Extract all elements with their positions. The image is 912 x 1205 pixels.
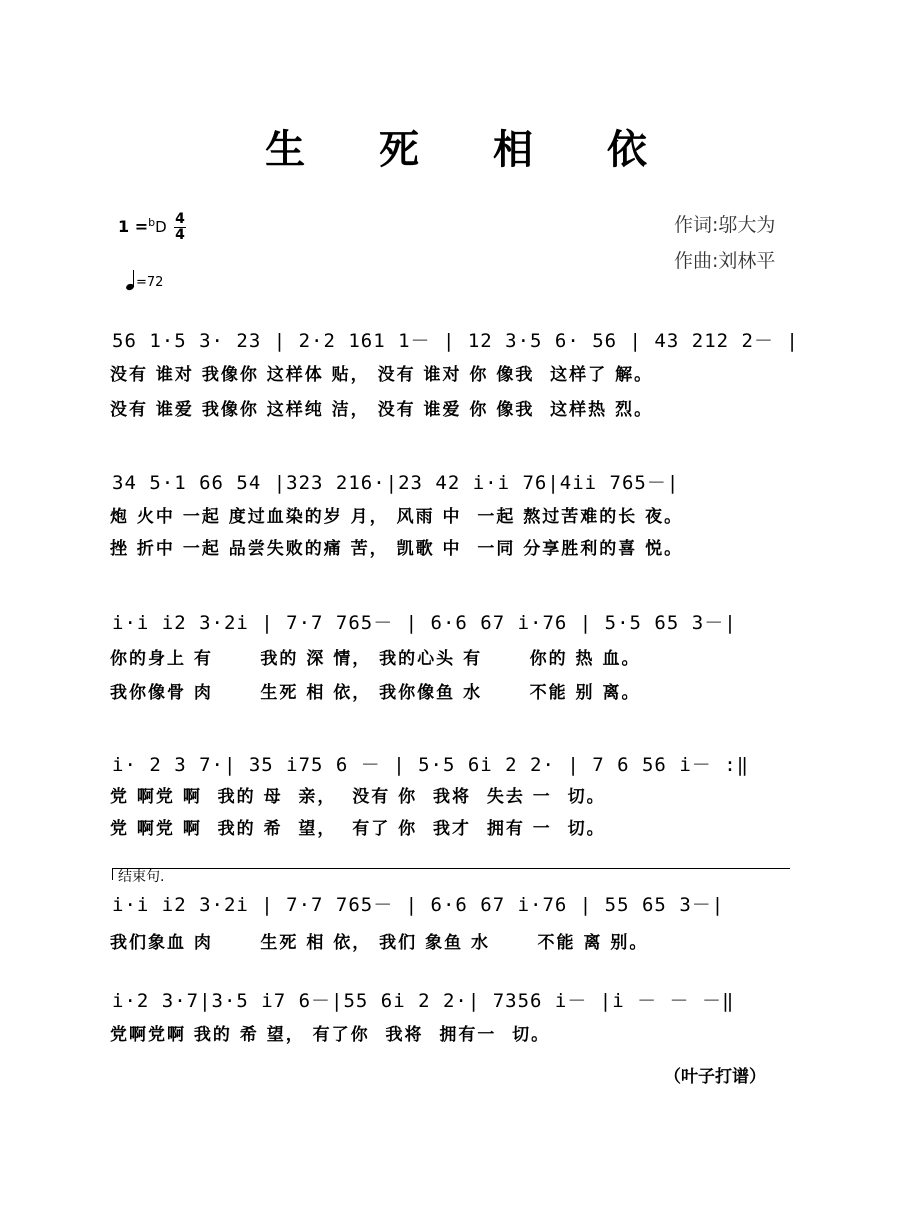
key-signature <box>118 216 167 236</box>
notation-line: 56 1·5 3· 23 | 2·2 161 1－ | 12 3·5 6· 56 | 43 212 2－ | <box>112 330 799 352</box>
notation-line: i· 2 3 7·| 35 i75 6 － | 5·5 6i 2 2· | 7 6 56 i－ :‖ <box>112 754 750 776</box>
notation-line: i·i i2 3·2i | 7·7 765－ | 6·6 67 i·76 | 55 65 3－| <box>112 894 725 916</box>
lyric-line: 炮 火中 一起 度过血染的岁 月， 风雨 中 一起 熬过苦难的长 夜。 <box>110 507 684 527</box>
key-note: D <box>155 218 167 236</box>
lyric-line: 党 啊党 啊 我的 希 望， 有了 你 我才 拥有 一 切。 <box>110 819 606 839</box>
song-title: 生 死 相 依 <box>265 126 677 173</box>
composer-credit: 作曲:刘林平 <box>674 250 776 272</box>
ending-label: 结束句. <box>118 869 165 885</box>
ending-bracket <box>112 868 113 880</box>
tempo-marking <box>126 270 163 290</box>
flat-sign: b <box>148 216 156 229</box>
lyric-line: 我们象血 肉 生死 相 依， 我们 象鱼 水 不能 离 别。 <box>110 933 649 953</box>
transcriber-credit: （叶子打谱） <box>664 1067 766 1087</box>
lyric-line: 你的身上 有 我的 深 情， 我的心头 有 你的 热 血。 <box>110 649 641 669</box>
lyric-line: 挫 折中 一起 品尝失败的痛 苦， 凯歌 中 一同 分享胜利的喜 悦。 <box>110 539 684 559</box>
notation-line: i·2 3·7|3·5 i7 6－|55 6i 2 2·| 7356 i－ |i － － －‖ <box>112 990 735 1012</box>
ending-divider <box>112 868 790 869</box>
lyricist-credit: 作词:邬大为 <box>674 214 776 236</box>
lyric-line: 党啊党啊 我的 希 望， 有了你 我将 拥有一 切。 <box>110 1025 551 1045</box>
lyric-line: 没有 谁对 我像你 这样体 贴， 没有 谁对 你 像我 这样了 解。 <box>110 365 654 385</box>
quarter-note-icon <box>126 270 136 290</box>
lyric-line: 党 啊党 啊 我的 母 亲， 没有 你 我将 失去 一 切。 <box>110 787 606 807</box>
time-bottom: 4 <box>175 227 185 243</box>
notation-line: i·i i2 3·2i | 7·7 765－ | 6·6 67 i·76 | 5·5 65 3－| <box>112 612 737 634</box>
time-signature <box>174 213 186 242</box>
tempo-value: =72 <box>136 275 164 290</box>
lyric-line: 我你像骨 肉 生死 相 依， 我你像鱼 水 不能 别 离。 <box>110 683 641 703</box>
key-prefix: 1 = <box>118 217 149 236</box>
time-top: 4 <box>175 211 185 227</box>
notation-line: 34 5·1 66 54 |323 216·|23 42 i·i 76|4ii 765－| <box>112 472 680 494</box>
lyric-line: 没有 谁爱 我像你 这样纯 洁， 没有 谁爱 你 像我 这样热 烈。 <box>110 400 654 420</box>
